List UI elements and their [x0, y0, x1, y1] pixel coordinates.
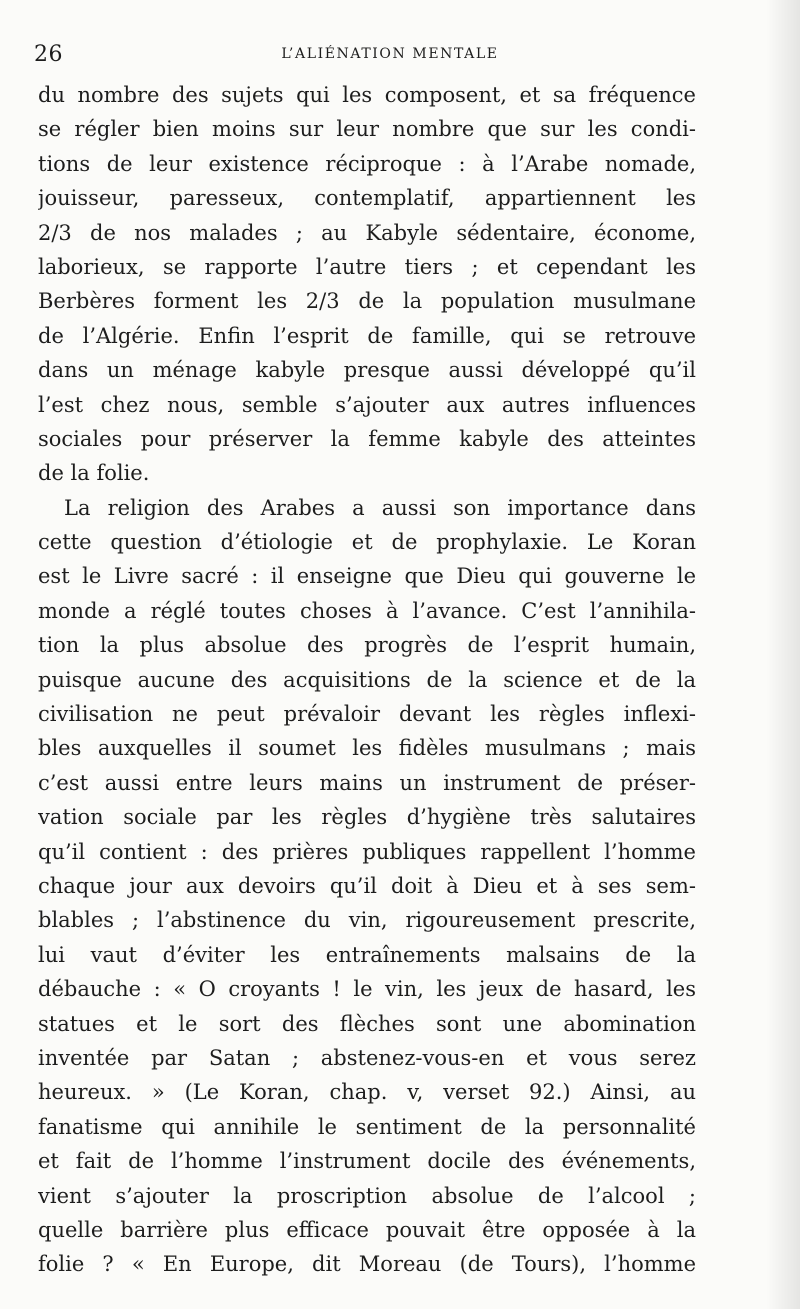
text-line: civilisation ne peut prévaloir devant les règles inflexi- — [38, 702, 696, 727]
text-line: monde a réglé toutes choses à l’avance. C’est l’annihila- — [38, 598, 696, 623]
text-line: puisque aucune des acquisitions de la science et de la — [38, 667, 696, 692]
text-line: inventée par Satan ; abstenez-vous-en et vous serez — [38, 1045, 696, 1070]
paragraph-start-line: La religion des Arabes a aussi son importance dans — [64, 495, 696, 520]
text-line: est le Livre sacré : il enseigne que Dieu qui gouverne le — [38, 564, 696, 589]
text-line: tion la plus absolue des progrès de l’esprit humain, — [38, 633, 696, 658]
text-line: c’est aussi entre leurs mains un instrument de préser- — [38, 770, 696, 795]
text-line: statues et le sort des flèches sont une abomination — [38, 1011, 696, 1036]
text-line: blables ; l’abstinence du vin, rigoureusement prescrite, — [38, 908, 696, 933]
text-line: vation sociale par les règles d’hygiène très salutaires — [38, 805, 696, 830]
text-line: folie ? « En Europe, dit Moreau (de Tours), l’homme — [38, 1252, 696, 1277]
text-line: qu’il contient : des prières publiques rappellent l’homme — [38, 839, 696, 864]
text-line: dans un ménage kabyle presque aussi développé qu’il — [38, 358, 696, 383]
text-line: laborieux, se rapporte l’autre tiers ; et cependant les — [38, 254, 696, 279]
text-line: jouisseur, paresseux, contemplatif, appartiennent les — [38, 186, 696, 211]
text-line: de l’Algérie. Enfin l’esprit de famille, qui se retrouve — [38, 323, 696, 348]
page-gutter-shadow — [766, 0, 800, 1309]
paragraph-end-line: de la folie. — [38, 461, 150, 486]
page-number: 26 — [34, 42, 63, 67]
text-line: fanatisme qui annihile le sentiment de la personnalité — [38, 1114, 696, 1139]
text-line: vient s’ajouter la proscription absolue de l’alcool ; — [38, 1183, 696, 1208]
text-line: 2/3 de nos malades ; au Kabyle sédentaire, économe, — [38, 220, 696, 245]
text-line: du nombre des sujets qui les composent, et sa fréquence — [38, 83, 696, 107]
text-line: bles auxquelles il soumet les fidèles musulmans ; mais — [38, 736, 696, 761]
text-line: et fait de l’homme l’instrument docile des événements, — [38, 1149, 696, 1174]
running-title: L’ALIÉNATION MENTALE — [281, 46, 499, 62]
text-line: heureux. » (Le Koran, chap. v, verset 92.) Ainsi, au — [38, 1080, 696, 1105]
text-line: sociales pour préserver la femme kabyle des atteintes — [38, 426, 696, 451]
text-line: chaque jour aux devoirs qu’il doit à Dieu et à ses sem- — [38, 873, 696, 898]
text-line: l’est chez nous, semble s’ajouter aux autres influences — [38, 392, 696, 417]
text-line: Berbères forment les 2/3 de la population musulmane — [38, 289, 696, 314]
text-line: tions de leur existence réciproque : à l’Arabe nomade, — [38, 151, 696, 176]
text-line: lui vaut d’éviter les entraînements malsains de la — [38, 942, 696, 967]
text-line: se régler bien moins sur leur nombre que sur les condi- — [38, 117, 696, 142]
text-line: quelle barrière plus efficace pouvait être opposée à la — [38, 1217, 696, 1242]
body-text — [38, 78, 696, 1282]
text-line: cette question d’étiologie et de prophylaxie. Le Koran — [38, 530, 696, 555]
text-line: débauche : « O croyants ! le vin, les jeux de hasard, les — [38, 977, 696, 1002]
